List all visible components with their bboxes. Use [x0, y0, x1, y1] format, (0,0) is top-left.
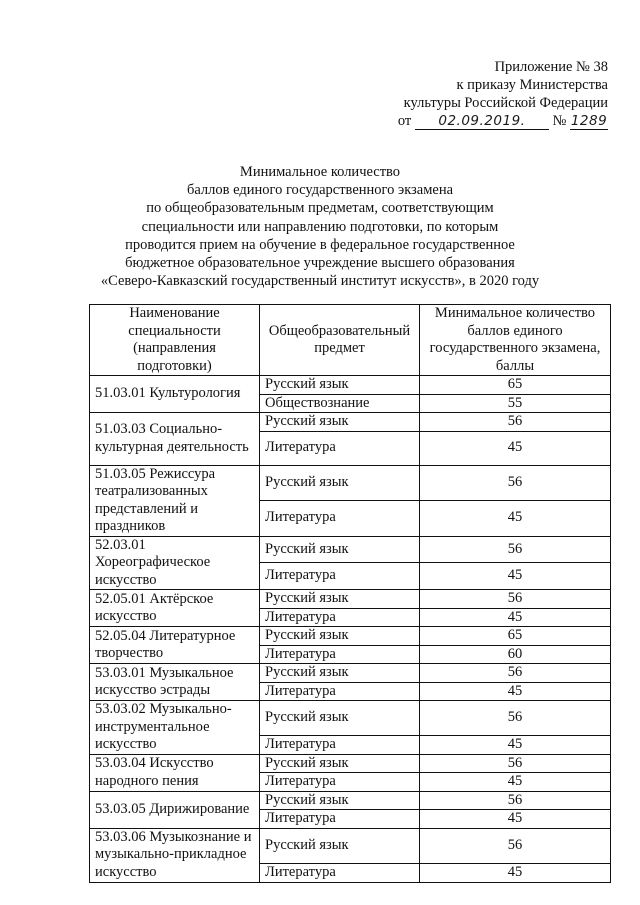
table-row [90, 465, 611, 500]
appendix-number: Приложение № 38 [494, 59, 608, 75]
score-cell: 45 [420, 810, 611, 829]
title-line: по общеобразовательным предметам, соответствующим [146, 200, 494, 217]
table-header-row [90, 305, 611, 376]
subject-cell: Русский язык [260, 791, 420, 810]
specialty-cell: 53.03.05 Дирижирование [90, 791, 260, 828]
score-cell: 45 [420, 608, 611, 627]
subject-cell: Литература [260, 810, 420, 829]
score-cell: 45 [420, 431, 611, 465]
subject-cell: Русский язык [260, 664, 420, 683]
score-cell: 45 [420, 863, 611, 882]
specialty-cell: 52.05.04 Литературное творчество [90, 627, 260, 664]
score-cell: 60 [420, 645, 611, 664]
specialty-cell: 53.03.04 Искусство народного пения [90, 754, 260, 791]
subject-cell: Литература [260, 500, 420, 536]
specialty-cell: 52.03.01 Хореографическое искусство [90, 536, 260, 590]
order-date-handwritten: 02.09.2019. [415, 113, 549, 130]
subject-cell: Литература [260, 608, 420, 627]
subject-cell: Русский язык [260, 590, 420, 609]
from-label: от [397, 113, 412, 129]
scores-table [89, 304, 611, 883]
score-cell: 56 [420, 664, 611, 683]
table-row [90, 791, 611, 810]
specialty-cell: 53.03.02 Музыкально-инструментальное искусство [90, 701, 260, 755]
order-date-line [360, 112, 608, 130]
score-cell: 45 [420, 500, 611, 536]
score-cell: 45 [420, 773, 611, 792]
table-body [90, 376, 611, 883]
table-row [90, 413, 611, 432]
score-cell: 45 [420, 563, 611, 590]
subject-cell: Русский язык [260, 701, 420, 736]
score-cell: 56 [420, 754, 611, 773]
subject-cell: Литература [260, 563, 420, 590]
table-row [90, 536, 611, 563]
title-line: баллов единого государственного экзамена [186, 182, 454, 199]
specialty-cell: 52.05.01 Актёрское искусство [90, 590, 260, 627]
table-row [90, 590, 611, 609]
appendix-ministry: культуры Российской Федерации [403, 95, 608, 111]
subject-cell: Русский язык [260, 754, 420, 773]
score-cell: 45 [420, 682, 611, 701]
title-line: Минимальное количество [239, 164, 401, 180]
header-specialty: Наименование специальности (направления подготовки) [90, 305, 260, 376]
score-cell: 45 [420, 736, 611, 755]
score-cell: 56 [420, 536, 611, 563]
subject-cell: Литература [260, 773, 420, 792]
table-row [90, 376, 611, 395]
header-min-score: Минимальное количество баллов единого государственного экзамена, баллы [420, 305, 611, 376]
score-cell: 56 [420, 590, 611, 609]
table-row [90, 627, 611, 646]
specialty-cell: 51.03.05 Режиссура театрализованных представлений и праздников [90, 465, 260, 536]
specialty-cell: 51.03.01 Культурология [90, 376, 260, 413]
subject-cell: Литература [260, 682, 420, 701]
score-cell: 65 [420, 376, 611, 395]
table-row [90, 828, 611, 863]
subject-cell: Обществознание [260, 394, 420, 413]
score-cell: 56 [420, 828, 611, 863]
title-line: «Северо-Кавказский государственный институт искусств», в 2020 году [100, 273, 540, 290]
appendix-order-ref: к приказу Министерства [456, 77, 608, 93]
subject-cell: Русский язык [260, 465, 420, 500]
score-cell: 56 [420, 465, 611, 500]
appendix-header [360, 58, 608, 130]
subject-cell: Русский язык [260, 627, 420, 646]
specialty-cell: 53.03.01 Музыкальное искусство эстрады [90, 664, 260, 701]
score-cell: 55 [420, 394, 611, 413]
order-number-handwritten: 1289 [570, 113, 608, 129]
score-cell: 65 [420, 627, 611, 646]
header-subject: Общеобразовательный предмет [260, 305, 420, 376]
specialty-cell: 51.03.03 Социально-культурная деятельность [90, 413, 260, 466]
subject-cell: Русский язык [260, 376, 420, 395]
number-label: № [552, 113, 567, 129]
subject-cell: Литература [260, 431, 420, 465]
table-row [90, 754, 611, 773]
score-cell: 56 [420, 701, 611, 736]
subject-cell: Литература [260, 645, 420, 664]
subject-cell: Русский язык [260, 536, 420, 563]
score-cell: 56 [420, 413, 611, 432]
document-title [60, 163, 580, 290]
table-row [90, 701, 611, 736]
title-line: проводится прием на обучение в федеральное государственное [125, 236, 515, 253]
specialty-cell: 53.03.06 Музыкознание и музыкально-прикладное искусство [90, 828, 260, 882]
subject-cell: Русский язык [260, 413, 420, 432]
subject-cell: Литература [260, 863, 420, 882]
subject-cell: Литература [260, 736, 420, 755]
subject-cell: Русский язык [260, 828, 420, 863]
title-line: бюджетное образовательное учреждение высшего образования [125, 255, 515, 272]
table-row [90, 664, 611, 683]
score-cell: 56 [420, 791, 611, 810]
title-line: специальности или направлению подготовки, по которым [141, 218, 499, 235]
